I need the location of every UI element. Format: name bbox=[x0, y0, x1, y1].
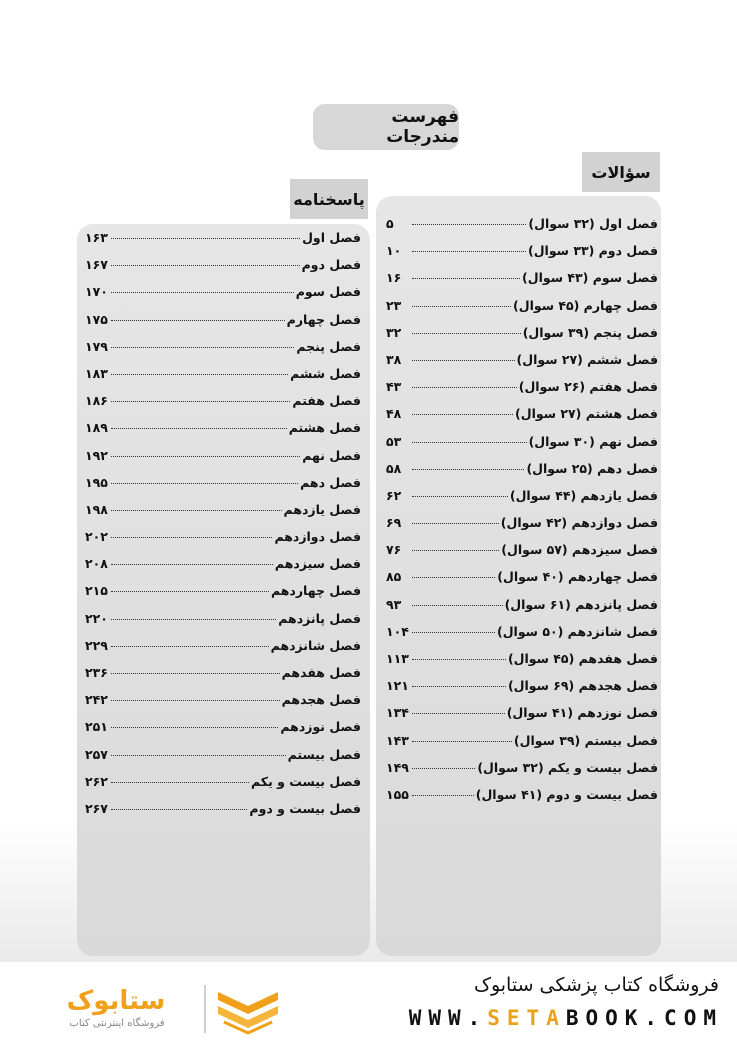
question-toc-item[interactable] bbox=[386, 216, 658, 243]
toc-chapter-label: فصل چهاردهم (۴۰ سوال) bbox=[497, 569, 658, 585]
toc-leader-dots bbox=[111, 483, 298, 484]
question-toc-item[interactable] bbox=[386, 298, 658, 325]
toc-leader-dots bbox=[111, 646, 269, 647]
toc-chapter-label: فصل سوم (۴۳ سوال) bbox=[522, 270, 658, 286]
toc-leader-dots bbox=[111, 673, 280, 674]
question-toc-item[interactable] bbox=[386, 515, 658, 542]
toc-page-number: ۱۹۵ bbox=[85, 474, 108, 490]
logo-divider bbox=[204, 985, 206, 1033]
toc-page-number: ۱۳۴ bbox=[386, 705, 409, 721]
toc-leader-dots bbox=[111, 510, 282, 511]
question-toc-item[interactable] bbox=[386, 488, 658, 515]
toc-leader-dots bbox=[412, 741, 512, 742]
toc-page-number: ۲۳۶ bbox=[85, 665, 108, 680]
toc-leader-dots bbox=[412, 795, 474, 796]
toc-chapter-label: فصل شانزدهم (۵۰ سوال) bbox=[496, 623, 658, 639]
toc-chapter-label: فصل ششم bbox=[290, 365, 361, 381]
question-toc-item[interactable] bbox=[386, 624, 658, 651]
answer-toc-item[interactable] bbox=[85, 665, 361, 692]
toc-chapter-label: فصل نوزدهم bbox=[280, 719, 361, 735]
question-toc-item[interactable] bbox=[386, 406, 658, 433]
answer-toc-item[interactable] bbox=[85, 774, 361, 801]
toc-chapter-label: فصل دوازدهم bbox=[274, 529, 361, 545]
toc-chapter-label: فصل سیزدهم bbox=[274, 556, 361, 572]
toc-chapter-label: فصل بیست و یکم bbox=[251, 773, 361, 789]
toc-leader-dots bbox=[412, 333, 521, 334]
toc-leader-dots bbox=[111, 320, 285, 321]
question-toc-item[interactable] bbox=[386, 733, 658, 760]
toc-page-number: ۱۶۳ bbox=[85, 230, 108, 245]
toc-chapter-label: فصل هفدهم (۴۵ سوال) bbox=[507, 651, 658, 666]
store-url[interactable] bbox=[363, 1006, 723, 1030]
url-suffix: BOOK.COM bbox=[565, 1006, 723, 1030]
book-logo-icon bbox=[214, 984, 282, 1036]
toc-chapter-label: فصل دهم (۲۵ سوال) bbox=[526, 460, 658, 476]
toc-leader-dots bbox=[412, 306, 511, 307]
toc-chapter-label: فصل نوزدهم (۴۱ سوال) bbox=[506, 705, 658, 721]
toc-chapter-label: فصل چهارم bbox=[286, 311, 361, 327]
toc-page-number: ۱۹۲ bbox=[85, 447, 108, 463]
question-toc-item[interactable] bbox=[386, 461, 658, 488]
toc-page-number: ۲۳ bbox=[386, 297, 402, 313]
toc-chapter-label: فصل بیستم bbox=[287, 746, 361, 762]
question-toc-item[interactable] bbox=[386, 597, 658, 624]
toc-leader-dots bbox=[412, 713, 505, 714]
toc-leader-dots bbox=[412, 632, 495, 633]
answer-toc-item[interactable] bbox=[85, 420, 361, 447]
question-toc-item[interactable] bbox=[386, 760, 658, 787]
toc-leader-dots bbox=[111, 428, 287, 429]
toc-page-number: ۱۷۰ bbox=[85, 284, 108, 300]
toc-chapter-label: فصل هفدهم bbox=[281, 665, 361, 680]
toc-leader-dots bbox=[412, 387, 517, 388]
answer-toc-item[interactable] bbox=[85, 393, 361, 420]
toc-leader-dots bbox=[412, 686, 506, 687]
question-toc-item[interactable] bbox=[386, 243, 658, 270]
toc-chapter-label: فصل بیستم (۳۹ سوال) bbox=[513, 732, 658, 748]
store-name: فروشگاه کتاب پزشکی ستابوک bbox=[473, 974, 719, 996]
toc-page-number: ۸۵ bbox=[386, 569, 402, 585]
toc-leader-dots bbox=[111, 619, 276, 620]
toc-leader-dots bbox=[111, 238, 300, 239]
toc-page-number: ۱۶ bbox=[386, 270, 402, 286]
toc-chapter-label: فصل دوازدهم (۴۲ سوال) bbox=[500, 515, 658, 531]
toc-page-number: ۱۰۴ bbox=[386, 623, 409, 639]
toc-leader-dots bbox=[111, 564, 273, 565]
toc-leader-dots bbox=[412, 360, 515, 361]
toc-leader-dots bbox=[412, 442, 527, 443]
answer-toc-item[interactable] bbox=[85, 638, 361, 665]
toc-page-number: ۱۴۳ bbox=[386, 732, 409, 748]
url-prefix: WWW. bbox=[408, 1006, 488, 1030]
question-toc-item[interactable] bbox=[386, 542, 658, 569]
toc-page-number: ۱۸۹ bbox=[85, 420, 108, 436]
answer-toc-item[interactable] bbox=[85, 284, 361, 311]
toc-leader-dots bbox=[111, 292, 294, 293]
answer-toc-item[interactable] bbox=[85, 529, 361, 556]
toc-chapter-label: فصل سوم bbox=[295, 284, 361, 300]
toc-leader-dots bbox=[412, 469, 524, 470]
toc-chapter-label: فصل بیست و دوم (۴۱ سوال) bbox=[475, 786, 658, 802]
toc-page-number: ۲۰۲ bbox=[85, 529, 108, 545]
answer-toc-item[interactable] bbox=[85, 556, 361, 583]
toc-page-number: ۴۸ bbox=[386, 406, 402, 422]
toc-chapter-label: فصل پنجم (۳۹ سوال) bbox=[522, 324, 658, 340]
toc-chapter-label: فصل پانزدهم (۶۱ سوال) bbox=[504, 596, 658, 612]
toc-page-number: ۱۹۸ bbox=[85, 501, 108, 517]
toc-leader-dots bbox=[111, 347, 294, 348]
toc-chapter-label: فصل پنجم bbox=[296, 338, 361, 354]
answer-toc-item[interactable] bbox=[85, 257, 361, 284]
toc-chapter-label: فصل نهم (۳۰ سوال) bbox=[528, 433, 658, 449]
toc-page-number: ۹۳ bbox=[386, 596, 402, 612]
toc-leader-dots bbox=[111, 537, 272, 538]
toc-page-number: ۲۲۹ bbox=[85, 637, 108, 653]
answer-toc-item[interactable] bbox=[85, 583, 361, 610]
toc-chapter-label: فصل دوم (۳۳ سوال) bbox=[527, 243, 658, 259]
answer-toc-item[interactable] bbox=[85, 801, 361, 828]
toc-page-number: ۴۳ bbox=[386, 379, 402, 395]
answer-toc-item[interactable] bbox=[85, 448, 361, 475]
question-toc-item[interactable] bbox=[386, 352, 658, 379]
answer-toc-item[interactable] bbox=[85, 475, 361, 502]
toc-chapter-label: فصل یازدهم bbox=[283, 501, 361, 517]
answer-toc-item[interactable] bbox=[85, 747, 361, 774]
question-toc-item[interactable] bbox=[386, 270, 658, 297]
toc-page-number: ۶۲ bbox=[386, 487, 402, 503]
toc-leader-dots bbox=[111, 265, 300, 266]
toc-leader-dots bbox=[111, 809, 247, 810]
toc-page-number: ۵۸ bbox=[386, 460, 402, 476]
answers-heading: پاسخنامه bbox=[290, 179, 368, 219]
question-toc-item[interactable] bbox=[386, 379, 658, 406]
toc-leader-dots bbox=[111, 727, 278, 728]
toc-chapter-label: فصل هجدهم bbox=[281, 692, 361, 708]
toc-leader-dots bbox=[111, 456, 300, 457]
question-toc-item[interactable] bbox=[386, 678, 658, 705]
toc-chapter-label: فصل یازدهم (۴۴ سوال) bbox=[509, 487, 658, 503]
toc-chapter-label: فصل اول (۳۲ سوال) bbox=[528, 216, 658, 231]
toc-leader-dots bbox=[412, 768, 475, 769]
toc-chapter-label: فصل بیست و یکم (۳۲ سوال) bbox=[477, 759, 658, 775]
toc-page-number: ۲۱۵ bbox=[85, 583, 108, 599]
toc-page-number: ۲۰۸ bbox=[85, 556, 108, 572]
toc-page-number: ۲۵۱ bbox=[85, 719, 108, 735]
toc-page-number: ۲۶۷ bbox=[85, 800, 108, 816]
toc-page-number: ۱۷۵ bbox=[85, 311, 108, 327]
toc-leader-dots bbox=[412, 577, 495, 578]
toc-leader-dots bbox=[412, 251, 526, 252]
toc-leader-dots bbox=[412, 523, 499, 524]
toc-leader-dots bbox=[412, 496, 508, 497]
toc-leader-dots bbox=[111, 401, 290, 402]
toc-chapter-label: فصل نهم bbox=[302, 447, 361, 463]
toc-leader-dots bbox=[111, 700, 280, 701]
toc-page-number: ۵۳ bbox=[386, 433, 402, 449]
question-toc-item[interactable] bbox=[386, 705, 658, 732]
answer-toc-item[interactable] bbox=[85, 692, 361, 719]
toc-leader-dots bbox=[412, 550, 499, 551]
toc-chapter-label: فصل هفتم (۲۶ سوال) bbox=[518, 379, 658, 395]
toc-chapter-label: فصل چهارم (۴۵ سوال) bbox=[513, 297, 658, 313]
toc-page-number: ۶۹ bbox=[386, 515, 402, 531]
toc-chapter-label: فصل هجدهم (۶۹ سوال) bbox=[507, 678, 658, 694]
toc-chapter-label: فصل سیزدهم (۵۷ سوال) bbox=[501, 542, 658, 558]
questions-toc-list bbox=[386, 216, 658, 814]
toc-leader-dots bbox=[412, 224, 526, 225]
answer-toc-item[interactable] bbox=[85, 339, 361, 366]
toc-leader-dots bbox=[412, 278, 520, 279]
answer-toc-item[interactable] bbox=[85, 366, 361, 393]
toc-leader-dots bbox=[111, 755, 286, 756]
toc-leader-dots bbox=[412, 659, 506, 660]
toc-page-number: ۷۶ bbox=[386, 542, 402, 558]
toc-page-number: ۲۶۲ bbox=[85, 773, 108, 789]
toc-page-number: ۲۴۲ bbox=[85, 692, 108, 708]
logo-wordmark: ستابوک bbox=[66, 986, 166, 1016]
toc-chapter-label: فصل دهم bbox=[300, 474, 361, 490]
toc-page-number: ۱۲۱ bbox=[386, 678, 409, 694]
question-toc-item[interactable] bbox=[386, 434, 658, 461]
toc-page-number: ۳۸ bbox=[386, 351, 402, 367]
toc-chapter-label: فصل اول bbox=[302, 230, 361, 245]
toc-page-number: ۱۶۷ bbox=[85, 257, 108, 273]
toc-chapter-label: فصل هفتم bbox=[292, 393, 361, 409]
toc-page-number: ۱۷۹ bbox=[85, 338, 108, 354]
toc-page-number: ۲۵۷ bbox=[85, 746, 108, 762]
questions-heading: سؤالات bbox=[582, 152, 660, 192]
answer-toc-item[interactable] bbox=[85, 719, 361, 746]
toc-leader-dots bbox=[111, 591, 269, 592]
toc-page-number: ۱۰ bbox=[386, 243, 402, 259]
toc-chapter-label: فصل ششم (۲۷ سوال) bbox=[516, 351, 658, 367]
toc-page-number: ۱۱۳ bbox=[386, 651, 409, 666]
answers-toc-list bbox=[85, 230, 361, 828]
url-accent: SETA bbox=[487, 1006, 566, 1030]
toc-leader-dots bbox=[412, 414, 513, 415]
toc-chapter-label: فصل هشتم (۲۷ سوال) bbox=[515, 406, 658, 422]
toc-page-number: ۳۲ bbox=[386, 324, 402, 340]
toc-leader-dots bbox=[412, 605, 503, 606]
answer-toc-item[interactable] bbox=[85, 502, 361, 529]
toc-page-number: ۱۴۹ bbox=[386, 759, 409, 775]
answer-toc-item[interactable] bbox=[85, 312, 361, 339]
toc-page-number: ۲۲۰ bbox=[85, 610, 108, 626]
toc-chapter-label: فصل هشتم bbox=[288, 420, 361, 436]
question-toc-item[interactable] bbox=[386, 651, 658, 678]
toc-chapter-label: فصل دوم bbox=[301, 257, 361, 273]
toc-page-number: ۱۵۵ bbox=[386, 786, 409, 802]
question-toc-item[interactable] bbox=[386, 569, 658, 596]
toc-chapter-label: فصل بیست و دوم bbox=[249, 800, 361, 816]
toc-leader-dots bbox=[111, 782, 249, 783]
toc-chapter-label: فصل شانزدهم bbox=[270, 637, 361, 653]
toc-chapter-label: فصل چهاردهم bbox=[270, 583, 361, 599]
page-title: فهرست مندرجات bbox=[313, 104, 459, 150]
question-toc-item[interactable] bbox=[386, 787, 658, 814]
toc-chapter-label: فصل پانزدهم bbox=[278, 610, 361, 626]
question-toc-item[interactable] bbox=[386, 325, 658, 352]
toc-page-number: ۵ bbox=[386, 216, 394, 231]
answer-toc-item[interactable] bbox=[85, 611, 361, 638]
logo-subtitle: فروشگاه اینترنتی کتاب bbox=[69, 1018, 165, 1029]
toc-page-number: ۱۸۳ bbox=[85, 365, 108, 381]
toc-leader-dots bbox=[111, 374, 288, 375]
toc-page-number: ۱۸۶ bbox=[85, 393, 108, 409]
answer-toc-item[interactable] bbox=[85, 230, 361, 257]
